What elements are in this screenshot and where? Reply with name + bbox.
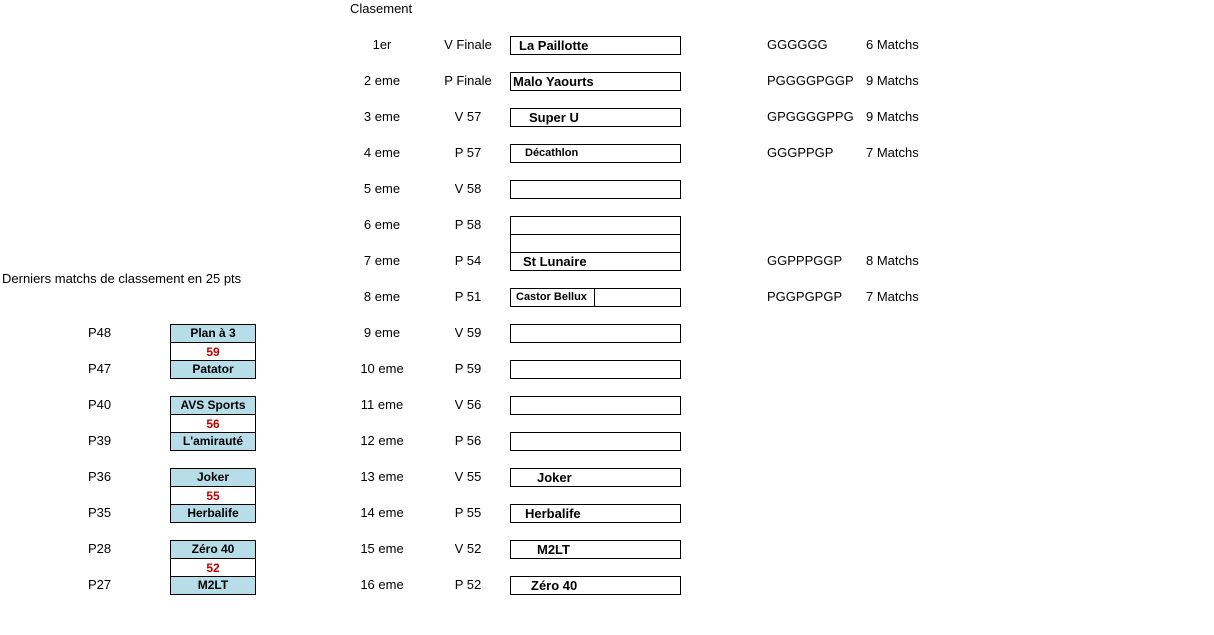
team-box[interactable]: AVS Sports bbox=[170, 396, 256, 415]
team-code: P40 bbox=[88, 397, 112, 412]
rank-label: 2 eme bbox=[363, 73, 401, 88]
grid-line bbox=[510, 162, 681, 163]
rank-label: 4 eme bbox=[363, 145, 401, 160]
match-number: 52 bbox=[170, 559, 256, 577]
match-count: 7 Matchs bbox=[866, 145, 919, 160]
rank-label: 9 eme bbox=[363, 325, 401, 340]
section-subtitle: Derniers matchs de classement en 25 pts bbox=[2, 271, 242, 286]
match-label: V 58 bbox=[454, 181, 482, 196]
page-title: Clasement bbox=[350, 1, 413, 16]
team-box[interactable]: Patator bbox=[170, 360, 256, 379]
rank-label: 16 eme bbox=[360, 577, 404, 592]
team-cell[interactable] bbox=[510, 180, 681, 199]
team-cell[interactable]: Zéro 40 bbox=[510, 576, 681, 595]
team-code: P39 bbox=[88, 433, 112, 448]
match-label: V 55 bbox=[454, 469, 482, 484]
rank-label: 10 eme bbox=[360, 361, 404, 376]
team-cell[interactable] bbox=[510, 324, 681, 343]
match-label: P 52 bbox=[454, 577, 482, 592]
team-cell[interactable]: M2LT bbox=[510, 540, 681, 559]
team-box[interactable]: Zéro 40 bbox=[170, 540, 256, 559]
match-number: 56 bbox=[170, 415, 256, 433]
grid-line bbox=[510, 234, 511, 253]
match-label: V 52 bbox=[454, 541, 482, 556]
rank-label: 11 eme bbox=[360, 397, 404, 412]
team-cell[interactable]: Herbalife bbox=[510, 504, 681, 523]
team-cell[interactable]: La Paillotte bbox=[510, 36, 681, 55]
match-label: P 57 bbox=[454, 145, 482, 160]
team-cell[interactable]: Super U bbox=[510, 108, 681, 127]
rank-label: 5 eme bbox=[363, 181, 401, 196]
team-cell[interactable] bbox=[510, 432, 681, 451]
team-cell[interactable]: Décathlon bbox=[510, 144, 681, 163]
match-label: P 51 bbox=[454, 289, 482, 304]
team-box[interactable]: Plan à 3 bbox=[170, 324, 256, 343]
match-count: 9 Matchs bbox=[866, 73, 919, 88]
match-label: P 59 bbox=[454, 361, 482, 376]
team-code: P28 bbox=[88, 541, 112, 556]
match-record: GGPPPGGP bbox=[767, 253, 843, 268]
match-label: P 56 bbox=[454, 433, 482, 448]
grid-line bbox=[510, 180, 681, 181]
team-cell[interactable]: Castor Bellux bbox=[510, 288, 681, 307]
match-label: P 54 bbox=[454, 253, 482, 268]
match-record: GPGGGGPPG bbox=[767, 109, 854, 124]
team-cell[interactable] bbox=[510, 396, 681, 415]
team-box[interactable]: L'amirauté bbox=[170, 432, 256, 451]
rank-label: 15 eme bbox=[360, 541, 404, 556]
grid-line bbox=[680, 234, 681, 253]
match-record: GGGGGG bbox=[767, 37, 828, 52]
match-label: V 59 bbox=[454, 325, 482, 340]
match-count: 6 Matchs bbox=[866, 37, 919, 52]
team-cell[interactable]: Joker bbox=[510, 468, 681, 487]
rank-label: 7 eme bbox=[363, 253, 401, 268]
rank-label: 8 eme bbox=[363, 289, 401, 304]
rank-label: 12 eme bbox=[360, 433, 404, 448]
rank-label: 14 eme bbox=[360, 505, 404, 520]
team-cell[interactable] bbox=[510, 360, 681, 379]
team-cell[interactable]: Malo Yaourts bbox=[510, 72, 681, 91]
match-label: V Finale bbox=[444, 37, 492, 52]
match-record: GGGPPGP bbox=[767, 145, 834, 160]
match-label: V 56 bbox=[454, 397, 482, 412]
team-cell[interactable] bbox=[510, 216, 681, 235]
rank-label: 1er bbox=[372, 37, 392, 52]
match-record: PGGGGPGGP bbox=[767, 73, 854, 88]
match-record: PGGPGPGP bbox=[767, 289, 843, 304]
grid-line bbox=[594, 288, 595, 307]
match-count: 9 Matchs bbox=[866, 109, 919, 124]
match-number: 59 bbox=[170, 343, 256, 361]
team-code: P48 bbox=[88, 325, 112, 340]
team-cell[interactable]: St Lunaire bbox=[510, 252, 681, 271]
match-label: P 55 bbox=[454, 505, 482, 520]
team-code: P35 bbox=[88, 505, 112, 520]
rank-label: 13 eme bbox=[360, 469, 404, 484]
match-number: 55 bbox=[170, 487, 256, 505]
team-code: P47 bbox=[88, 361, 112, 376]
match-count: 8 Matchs bbox=[866, 253, 919, 268]
grid-line bbox=[510, 234, 681, 235]
team-code: P36 bbox=[88, 469, 112, 484]
rank-label: 6 eme bbox=[363, 217, 401, 232]
match-count: 7 Matchs bbox=[866, 289, 919, 304]
team-box[interactable]: Joker bbox=[170, 468, 256, 487]
team-box[interactable]: M2LT bbox=[170, 576, 256, 595]
team-code: P27 bbox=[88, 577, 112, 592]
team-box[interactable]: Herbalife bbox=[170, 504, 256, 523]
match-label: P 58 bbox=[454, 217, 482, 232]
rank-label: 3 eme bbox=[363, 109, 401, 124]
match-label: V 57 bbox=[454, 109, 482, 124]
match-label: P Finale bbox=[444, 73, 492, 88]
